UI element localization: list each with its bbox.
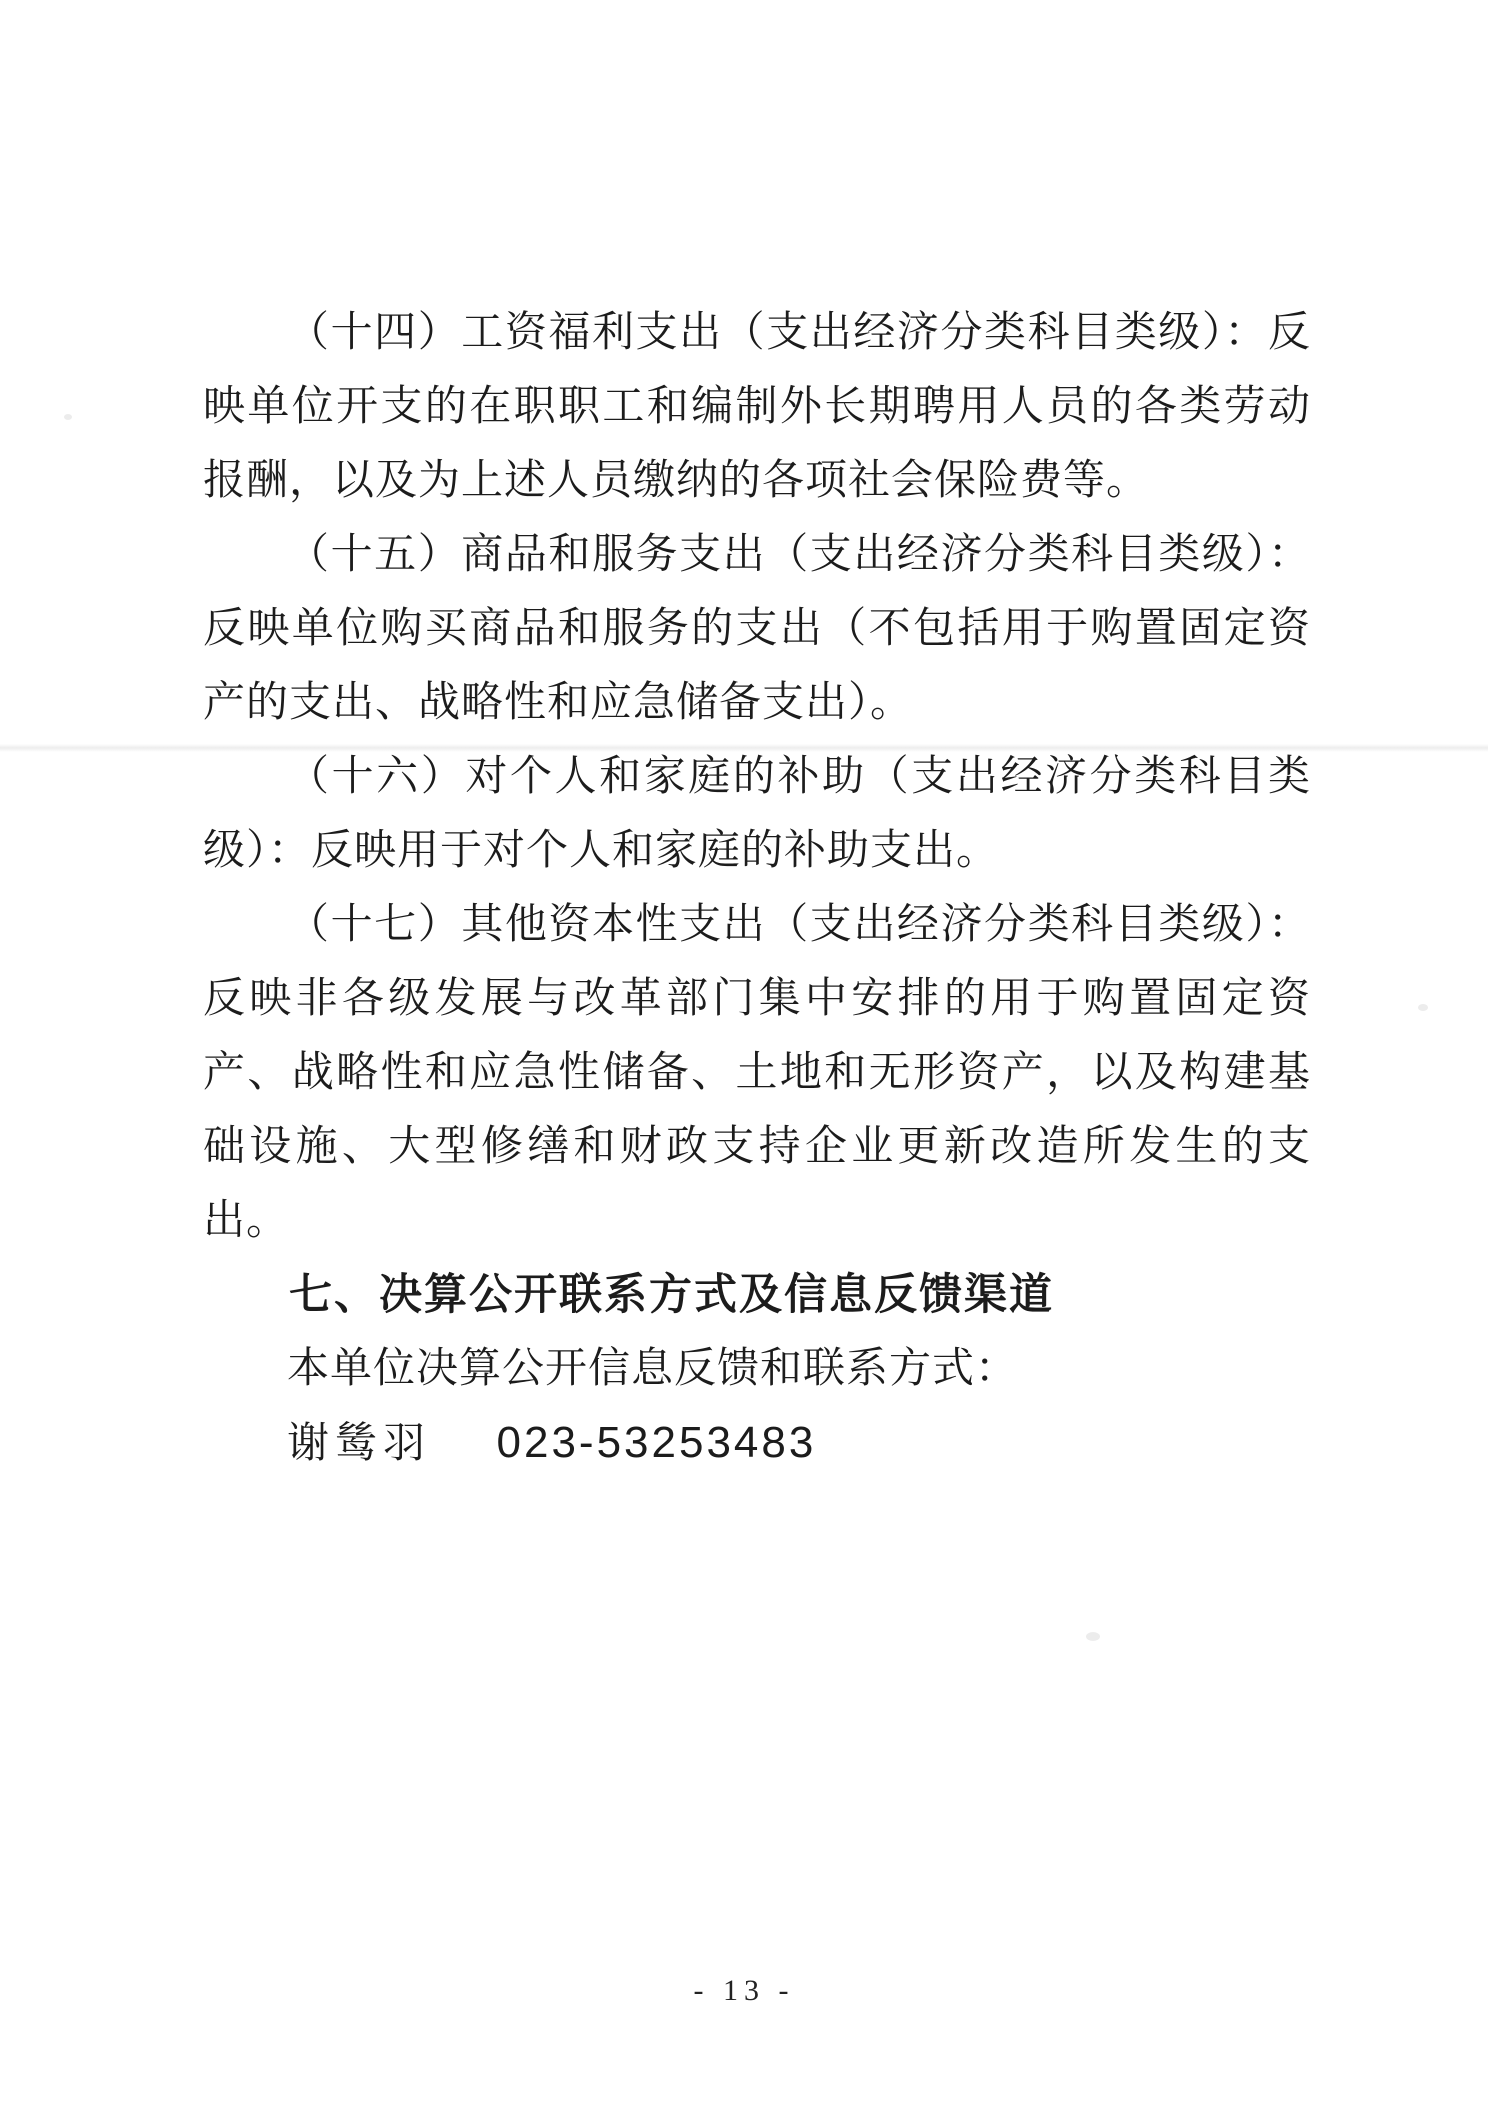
contact-intro-line: 本单位决算公开信息反馈和联系方式： xyxy=(287,1346,1019,1392)
scan-speck xyxy=(1086,1632,1100,1641)
paragraph-item-14: （十四）工资福利支出（支出经济分类科目类级）：反映单位开支的在职职工和编制外长期聘用人员的各类劳动报酬，以及为上述人员缴纳的各项社会保险费等。 xyxy=(203,310,1311,504)
scan-speck xyxy=(1418,1004,1428,1011)
page-number: - 13 - xyxy=(693,1974,795,2007)
section-heading: 七、决算公开联系方式及信息反馈渠道 xyxy=(289,1271,1054,1319)
paragraph-item-16: （十六）对个人和家庭的补助（支出经济分类科目类级）：反映用于对个人和家庭的补助支出。 xyxy=(203,754,1311,874)
document-body xyxy=(203,296,1311,1481)
scan-speck xyxy=(64,414,72,420)
paragraph-item-17: （十七）其他资本性支出（支出经济分类科目类级）：反映非各级发展与改革部门集中安排的用于购置固定资产、战略性和应急性储备、土地和无形资产，以及构建基础设施、大型修缮和财政支持企业更新改造所发生的支出。 xyxy=(203,902,1311,1244)
contact-line xyxy=(203,1406,1311,1481)
paragraph-item-15: （十五）商品和服务支出（支出经济分类科目类级）：反映单位购买商品和服务的支出（不包括用于购置固定资产的支出、战略性和应急储备支出）。 xyxy=(203,532,1311,726)
contact-phone: 023-53253483 xyxy=(496,1418,817,1467)
contact-name: 谢鸶羽 xyxy=(287,1421,432,1467)
